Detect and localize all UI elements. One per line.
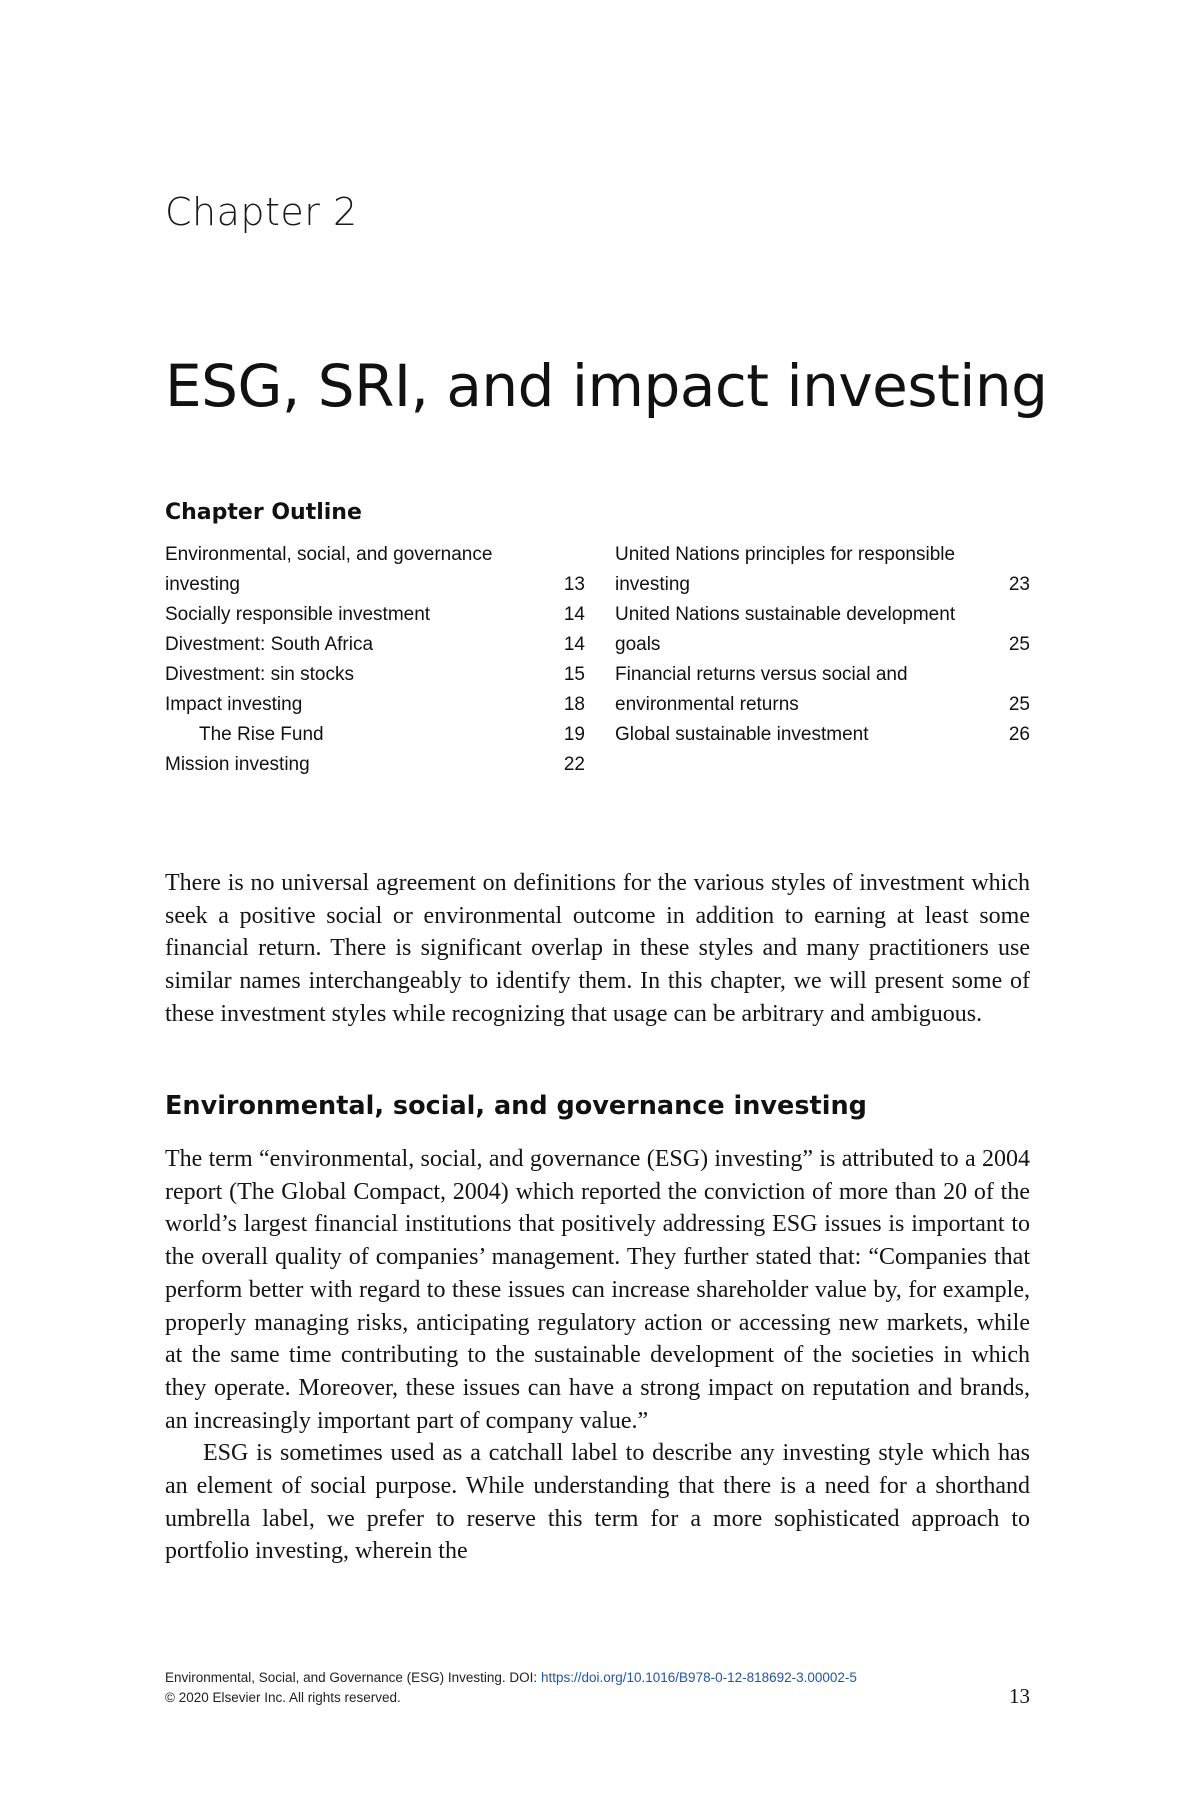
outline-entry[interactable] xyxy=(615,660,1030,720)
outline-entry-title: United Nations sustainable development goals xyxy=(615,604,956,655)
footer-copyright: © 2020 Elsevier Inc. All rights reserved. xyxy=(165,1690,401,1705)
outline-entry[interactable] xyxy=(165,660,585,690)
outline-entry-title: United Nations principles for responsible investing xyxy=(615,544,956,595)
outline-entry[interactable] xyxy=(165,630,585,660)
outline-entry-page: 14 xyxy=(563,634,585,655)
outline-entry-title: The Rise Fund xyxy=(199,724,324,745)
outline-entry-page: 13 xyxy=(563,574,585,595)
section-paragraph: The term “environmental, social, and governance (ESG) investing” is attributed to a 2004 report (The Global Compact, 2004) which reported the conviction of more than 20 of the world’s largest financial institutions that positively addressing ESG issues is important to the overall quality of companies’ management. They further stated that: “Companies that perform better with regard to these issues can increase shareholder value by, for example, properly managing risks, anticipating regulatory action or accessing new markets, while at the same time contributing to the sustainable development of the societies in which they operate. Moreover, these issues can have a strong impact on reputation and brands, an increasingly important part of company value.” xyxy=(165,1146,1030,1434)
intro-paragraph: There is no universal agreement on definitions for the various styles of investment which seek a positive social or environmental outcome in addition to earning at least some financial return. There is significant overlap in these styles and many practitioners use similar names interchangeably to identify them. In this chapter, we will present some of these investment styles while recognizing that usage can be arbitrary and ambiguous. xyxy=(165,870,1030,1027)
outline-entry-page: 19 xyxy=(563,724,585,745)
doi-link[interactable]: https://doi.org/10.1016/B978-0-12-818692-3.00002-5 xyxy=(540,1670,857,1685)
chapter-label: Chapter 2 xyxy=(165,190,358,234)
outline-entry[interactable] xyxy=(165,600,585,630)
outline-entry-title: Environmental, social, and governance investing xyxy=(165,544,493,595)
outline-entry-page: 22 xyxy=(563,754,585,775)
outline-entry[interactable] xyxy=(165,750,585,780)
outline-entry-page: 15 xyxy=(563,664,585,685)
outline-entry-page: 14 xyxy=(563,604,585,625)
section-body xyxy=(165,1143,1030,1568)
outline-entry-page: 25 xyxy=(1008,694,1030,715)
outline-entry-title: Global sustainable investment xyxy=(615,724,869,745)
footer-citation-line xyxy=(165,1668,1030,1688)
footer-book-title: Environmental, Social, and Governance (ESG) Investing. DOI: xyxy=(165,1670,538,1685)
page-number: 13 xyxy=(1009,1684,1030,1708)
outline-right-column xyxy=(615,540,1030,750)
outline-entry-title: Divestment: South Africa xyxy=(165,634,374,655)
outline-entry-page: 18 xyxy=(563,694,585,715)
section-paragraph: ESG is sometimes used as a catchall label to describe any investing style which has an element of social purpose. While understanding that there is a need for a shorthand umbrella label, we prefer to reserve this term for a more sophisticated approach to portfolio investing, wherein the xyxy=(165,1440,1030,1565)
outline-entry-title: Mission investing xyxy=(165,754,310,775)
outline-entry-page: 25 xyxy=(1008,634,1030,655)
outline-entry-page: 26 xyxy=(1008,724,1030,745)
page-footer xyxy=(165,1668,1030,1708)
outline-entry-title: Impact investing xyxy=(165,694,303,715)
section-heading: Environmental, social, and governance investing xyxy=(165,1091,867,1121)
outline-entry[interactable] xyxy=(165,690,585,720)
outline-entry-page: 23 xyxy=(1008,574,1030,595)
outline-heading: Chapter Outline xyxy=(165,500,362,525)
outline-entry-title: Financial returns versus social and environmental returns xyxy=(615,664,908,715)
chapter-title: ESG, SRI, and impact investing xyxy=(165,352,1048,420)
outline-entry-title: Socially responsible investment xyxy=(165,604,431,625)
outline-left-column xyxy=(165,540,585,780)
outline-entry[interactable] xyxy=(165,540,585,600)
outline-subentry[interactable] xyxy=(165,720,585,750)
outline-entry[interactable] xyxy=(615,720,1030,750)
outline-entry-title: Divestment: sin stocks xyxy=(165,664,354,685)
outline-entry[interactable] xyxy=(615,540,1030,600)
outline-entry[interactable] xyxy=(615,600,1030,660)
